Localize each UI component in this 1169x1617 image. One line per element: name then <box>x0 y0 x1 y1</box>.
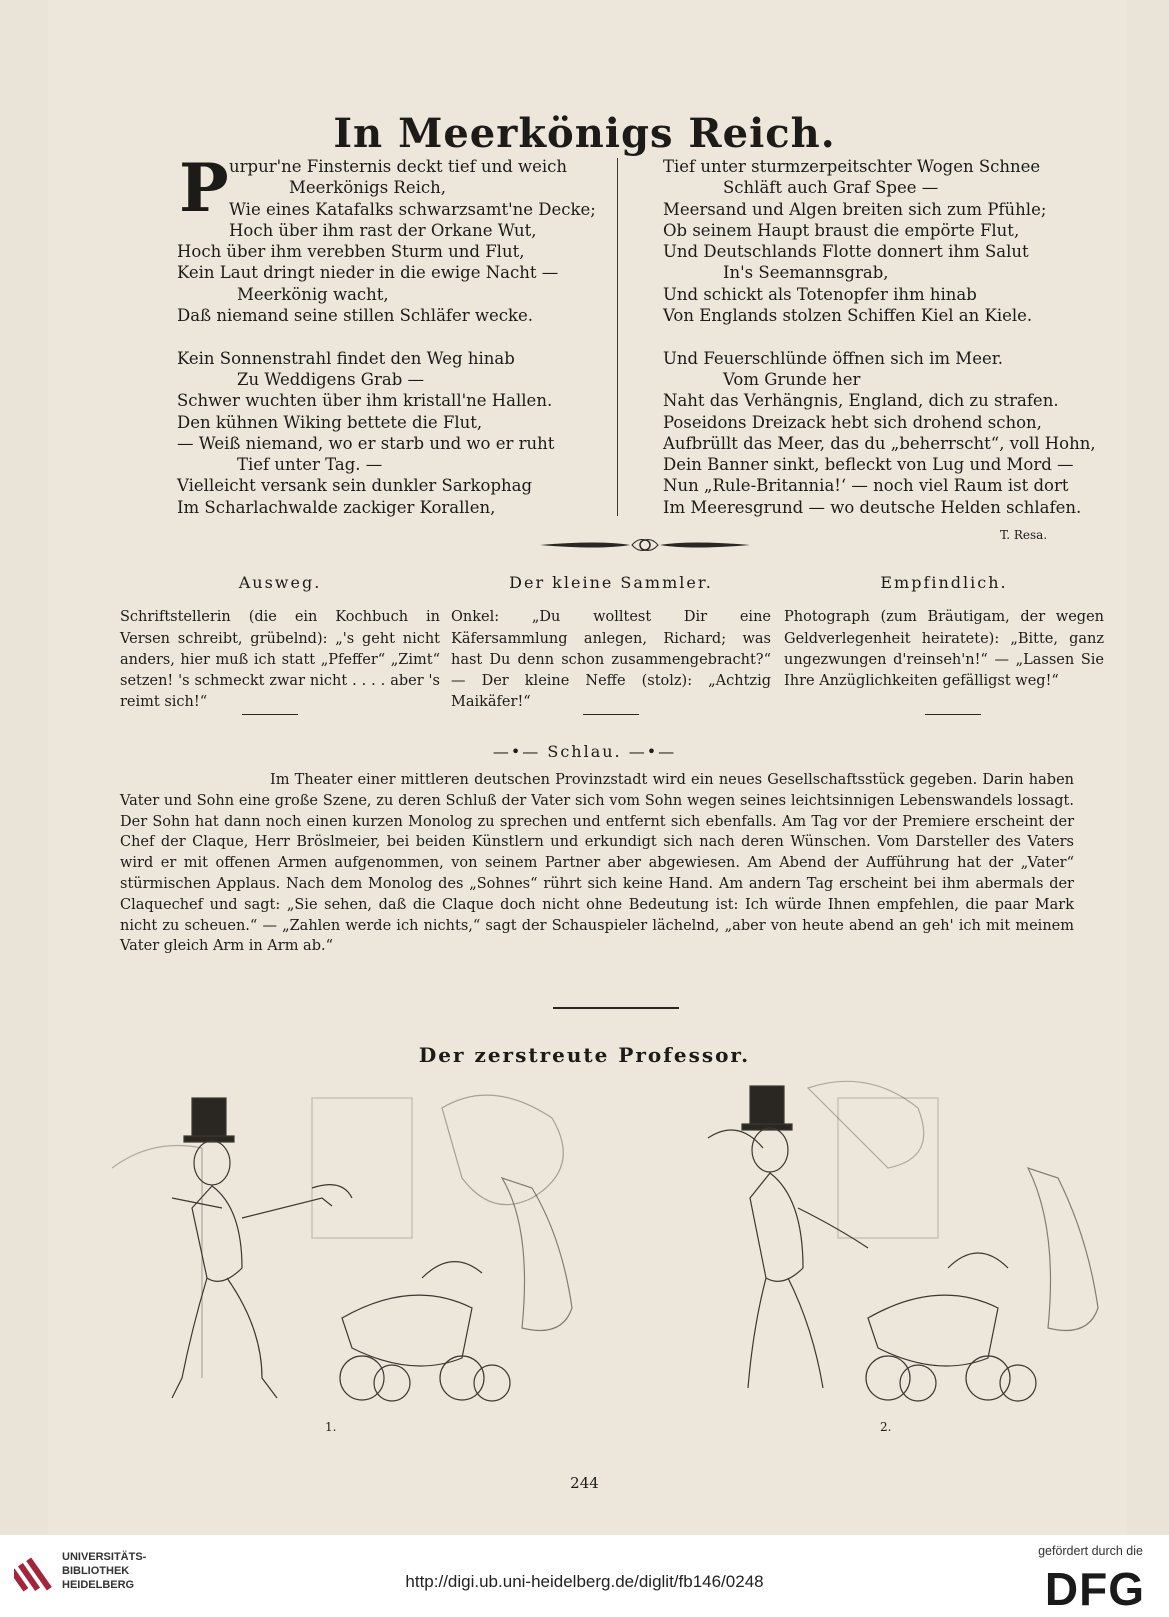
poem-line: Vom Grunde her <box>723 369 861 389</box>
anecdote-title: Ausweg. <box>238 573 322 592</box>
poem-line: Kein Laut dringt nieder in die ewige Nacht — <box>177 263 559 283</box>
poem-line: Und Deutschlands Flotte donnert ihm Salut <box>663 242 1029 262</box>
poem-line: Ob seinem Haupt braust die empörte Flut, <box>663 220 1020 240</box>
dfg-logo[interactable]: DFG <box>1044 1563 1145 1615</box>
poem-line: Tief unter sturmzerpeitschter Wogen Schnee <box>663 157 1041 176</box>
poem-line: Nun „Rule-Britannia!‘ — noch viel Raum ist dort <box>663 476 1069 496</box>
poem-line: — Weiß niemand, wo er starb und wo er ruht <box>177 433 555 453</box>
anecdote-ausweg <box>120 572 440 714</box>
cartoon-panel-1-number: 1. <box>325 1420 337 1434</box>
permalink-url[interactable]: http://digi.ub.uni-heidelberg.de/diglit/fb146/0248 <box>405 1572 764 1591</box>
poem-line: Dein Banner sinkt, befleckt von Lug und Mord — <box>663 455 1074 475</box>
poem-line: Hoch über ihm verebben Sturm und Flut, <box>177 242 525 262</box>
poem-line: Schwer wuchten über ihm kristall'ne Hallen. <box>177 391 553 411</box>
poem-line: Kein Sonnenstrahl findet den Weg hinab <box>177 348 515 368</box>
anecdote-title: Empfindlich. <box>880 573 1008 592</box>
poem-line: Vielleicht versank sein dunkler Sarkophag <box>177 476 533 496</box>
anecdote-text: Onkel: „Du wolltest Dir eine Käfersammlung anlegen, Richard; was hast Du denn schon zusammengebracht?“ — Der kleine Neffe (stolz): „Achtzig Maikäfer!“ <box>451 609 771 711</box>
poem-right-column <box>663 156 1096 518</box>
poem-left-column <box>177 149 596 518</box>
column-end-rule <box>242 714 298 715</box>
poem-line: Wie eines Katafalks schwarzsamt'ne Decke; <box>229 199 596 219</box>
library-name[interactable]: UNIVERSITÄTS- BIBLIOTHEK HEIDELBERG <box>62 1551 147 1591</box>
poem-line: In's Seemannsgrab, <box>723 263 889 283</box>
cartoon-title: Der zerstreute Professor. <box>418 1043 751 1067</box>
poem-line <box>663 326 1096 347</box>
cartoon-panel-2-number: 2. <box>880 1420 892 1434</box>
poem-line: urpur'ne Finsternis deckt tief und weich <box>229 157 568 176</box>
anecdote-sammler <box>451 572 771 714</box>
column-end-rule <box>583 714 639 715</box>
poem-line: Meerkönig wacht, <box>237 284 389 304</box>
poem-line: Aufbrüllt das Meer, das du „beherrscht“, voll Hohn, <box>663 433 1096 453</box>
anecdote-text: Photograph (zum Bräutigam, der wegen Geldverlegenheit heiratete): „Bitte, ganz ungezwungen d'reinseh'n!“ — „Lassen Sie Ihre Anzüglichkeiten gefälligst weg!“ <box>784 609 1104 690</box>
column-end-rule <box>925 714 981 715</box>
anecdote-title: Der kleine Sammler. <box>509 573 713 592</box>
poem-line: Poseidons Dreizack hebt sich drohend schon, <box>663 412 1042 432</box>
poem-line: Im Meeresgrund — wo deutsche Helden schlafen. <box>663 497 1082 517</box>
funded-by-label: gefördert durch die <box>1038 1544 1143 1558</box>
cartoon-panel-2-illustration <box>638 1078 1108 1418</box>
ornament-divider-icon <box>540 536 750 554</box>
poem-line: Daß niemand seine stillen Schläfer wecke. <box>177 306 534 326</box>
cartoon-panel-1-illustration <box>112 1078 582 1418</box>
poem-line: Den kühnen Wiking bettete die Flut, <box>177 412 483 432</box>
anecdote-empfindlich <box>784 572 1104 692</box>
poem-line: Im Scharlachwalde zackiger Korallen, <box>177 497 496 517</box>
poem-title: In Meerkönigs Reich. <box>333 110 836 157</box>
poem-line: Und Feuerschlünde öffnen sich im Meer. <box>663 348 1004 368</box>
poem-signature: T. Resa. <box>1000 528 1048 542</box>
column-divider <box>617 158 618 516</box>
anecdote-text: Schriftstellerin (die ein Kochbuch in Versen schreibt, grübelnd): „'s geht nicht anders, hier muß ich statt „Pfeffer“ „Zimt“ setzen! 's schmeckt zwar nicht . . . . aber 's reimt sich!“ <box>120 609 440 711</box>
poem-line: Meerkönigs Reich, <box>289 178 446 198</box>
poem-dropcap: P <box>179 149 229 227</box>
poem-line: Hoch über ihm rast der Orkane Wut, <box>229 220 537 240</box>
story-title: —•— Schlau. —•— <box>492 742 677 761</box>
poem-line <box>177 326 596 347</box>
poem-line: Naht das Verhängnis, England, dich zu strafen. <box>663 391 1059 411</box>
poem-line: Schläft auch Graf Spee — <box>723 178 939 198</box>
poem-line: Zu Weddigens Grab — <box>237 369 424 389</box>
section-rule <box>553 1007 679 1009</box>
poem-line: Meersand und Algen breiten sich zum Pfühle; <box>663 199 1047 219</box>
story-text: Im Theater einer mittleren deutschen Provinzstadt wird ein neues Gesellschaftsstück gegeben. Darin haben Vater und Sohn eine große Szene, zu deren Schluß der Vater sich vom Sohn wegen seines leichtsinnigen Lebenswandels lossagt. Der Sohn hat dann noch einen kurzen Monolog zu sprechen und entfernt sich ebenfalls. Am Tag vor der Premiere erscheint der Chef der Claque, Herr Bröslmeier, bei beiden Künstlern und erkundigt sich nach deren Wünschen. Vom Darsteller des Vaters wird er mit offenen Armen aufgenommen, von seinem Partner aber abgewiesen. Am Abend der Aufführung hat der „Vater“ stürmischen Applaus. Nach dem Monolog des „Sohnes“ rührt sich keine Hand. Am andern Tag erscheint bei ihm abermals der Claquechef und sagt: „Sie sehen, daß die Claque doch nicht ohne Bedeutung ist: Ich würde Ihnen empfehlen, die paar Mark nicht zu scheuen.“ — „Zahlen werde ich nichts,“ sagt der Schauspieler lächelnd, „aber von heute abend an geh' ich mit meinem Vater gleich Arm in Arm ab.“ <box>120 772 1074 955</box>
page-number: 244 <box>570 1474 599 1492</box>
poem-line: Tief unter Tag. — <box>237 455 383 475</box>
poem-line: Und schickt als Totenopfer ihm hinab <box>663 284 977 304</box>
poem-line: Von Englands stolzen Schiffen Kiel an Kiele. <box>663 306 1033 326</box>
